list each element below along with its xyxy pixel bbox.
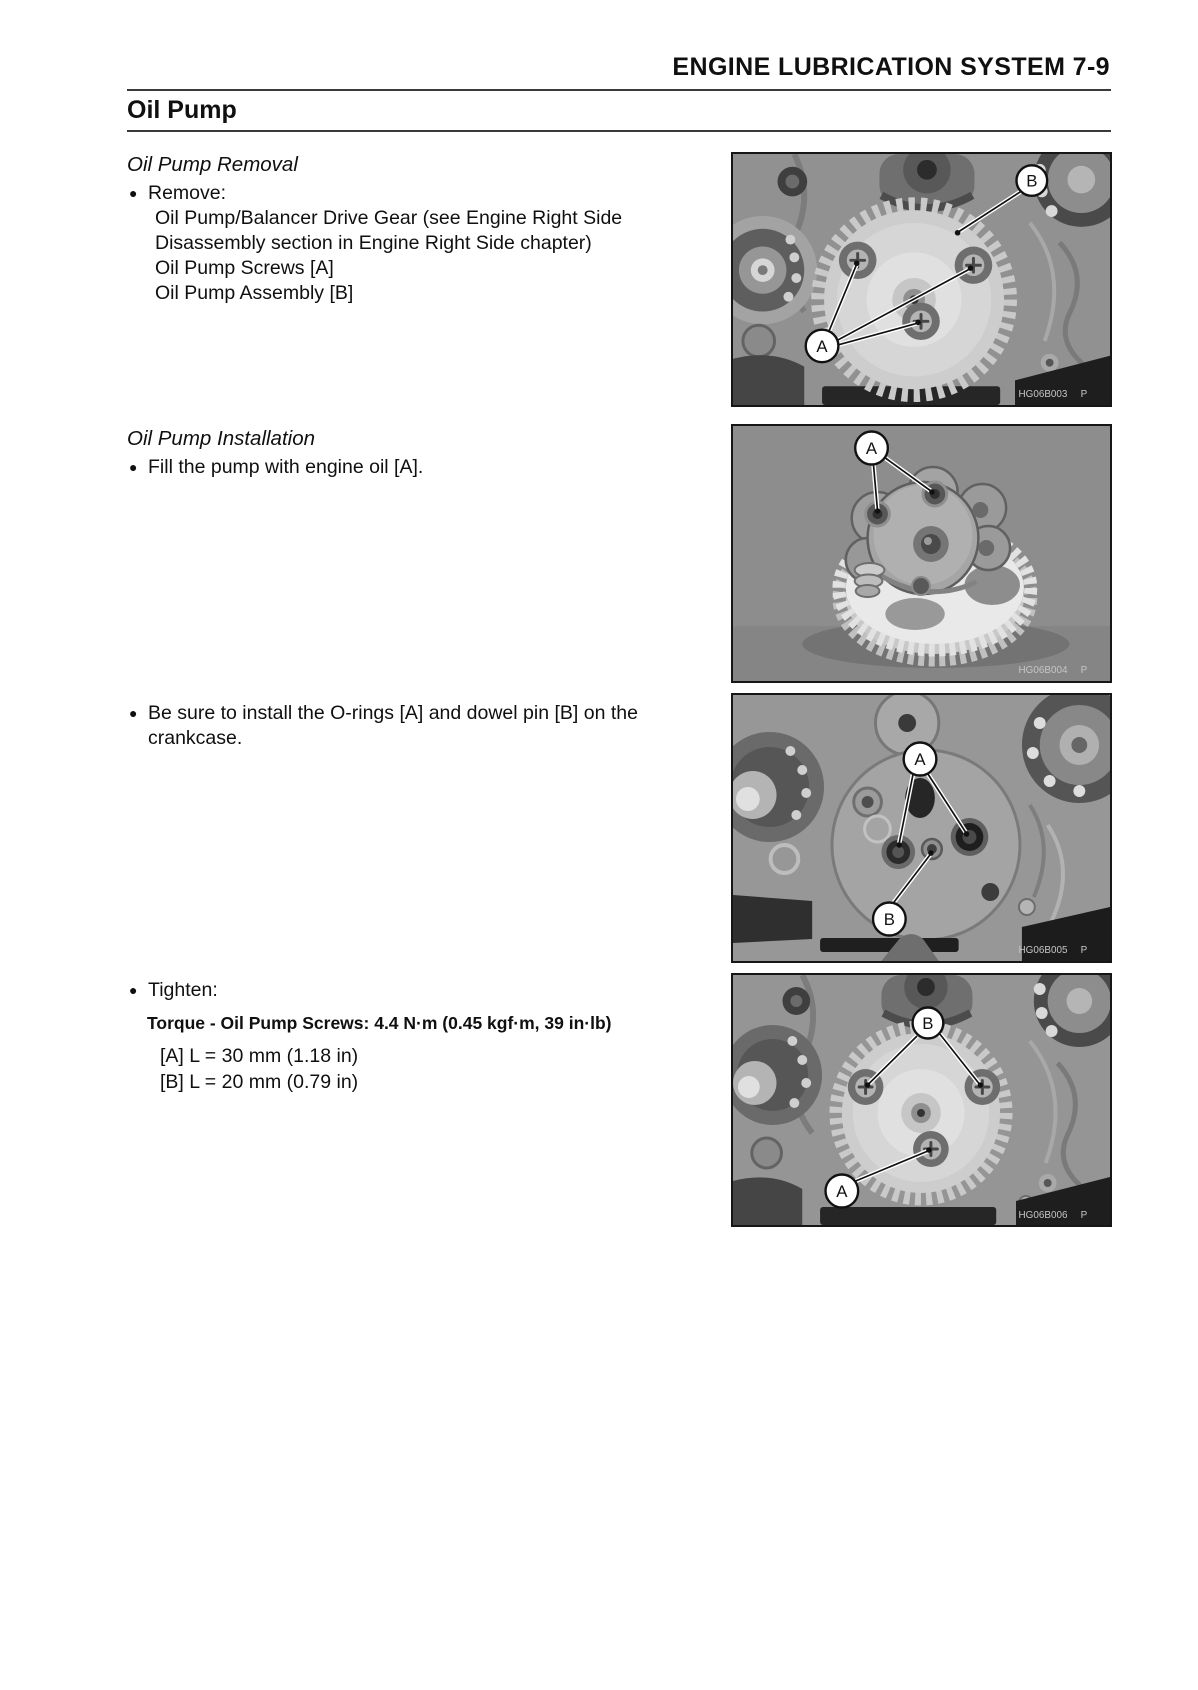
fill-instruction: Fill the pump with engine oil [A]. <box>148 456 424 478</box>
figure-tighten-screws-photo <box>731 973 1112 1227</box>
crankcase-orings-photo-illustration <box>733 695 1110 961</box>
orings-instruction <box>148 701 638 751</box>
section-title: Oil Pump <box>127 96 237 124</box>
remove-item-list <box>155 206 622 306</box>
callout-b-letter: B <box>922 1013 934 1034</box>
callout-a <box>826 1175 859 1208</box>
remove-item-line: Oil Pump/Balancer Drive Gear (see Engine Right Side <box>155 207 623 229</box>
washer-stack <box>855 563 885 597</box>
orings-line: Be sure to install the O-rings [A] and dowel pin [B] on the <box>148 702 638 724</box>
callout-a <box>855 432 888 465</box>
callout-b <box>913 1008 944 1039</box>
torque-spec: Torque - Oil Pump Screws: 4.4 N·m (0.45 kgf·m, 39 in·lb) <box>147 1013 612 1033</box>
figure-orings-dowel-photo <box>731 693 1112 963</box>
callout-a <box>806 330 839 362</box>
callout-b-letter: B <box>883 909 895 930</box>
crankcase-gear-tighten-illustration <box>733 975 1110 1225</box>
remove-item-line: Oil Pump Assembly [B] <box>155 282 354 304</box>
installation-heading: Oil Pump Installation <box>127 427 316 450</box>
figure-oil-pump-assembly-photo <box>731 424 1112 683</box>
callout-a <box>904 743 937 776</box>
remove-item-line: Disassembly section in Engine Right Side chapter) <box>155 232 592 254</box>
orings-bullet-row <box>129 701 709 751</box>
figure-code: HG06B004 <box>1018 664 1068 677</box>
screw-length-b: [B] L = 20 mm (0.79 in) <box>160 1071 359 1093</box>
figure-code: HG06B005 <box>1018 944 1068 957</box>
bullet-icon: ● <box>129 185 138 201</box>
figure-oil-pump-removal-photo <box>731 152 1112 407</box>
callout-a-letter: A <box>816 336 828 356</box>
callout-a-letter: A <box>865 438 878 459</box>
header-rule <box>127 89 1111 91</box>
pump-assembly-photo-illustration <box>733 426 1110 681</box>
bullet-icon: ● <box>129 982 138 998</box>
bullet-icon: ● <box>129 459 138 475</box>
tighten-label: Tighten: <box>148 979 218 1001</box>
callout-a-letter: A <box>836 1181 848 1202</box>
orings-line: crankcase. <box>148 727 243 749</box>
callout-b <box>1016 165 1047 196</box>
section-rule <box>127 130 1111 132</box>
remove-bullet-row <box>129 181 689 206</box>
figure-code-suffix: P <box>1080 664 1088 677</box>
remove-label: Remove: <box>148 182 227 204</box>
figure-code-suffix: P <box>1080 1209 1088 1222</box>
remove-item-line: Oil Pump Screws [A] <box>155 257 334 279</box>
screw-length-a: [A] L = 30 mm (1.18 in) <box>160 1045 359 1067</box>
figure-code: HG06B003 <box>1018 389 1068 401</box>
figure-code-suffix: P <box>1080 944 1088 957</box>
page-header-title: ENGINE LUBRICATION SYSTEM 7-9 <box>672 53 1110 81</box>
callout-b <box>873 903 906 936</box>
screw-lengths <box>160 1043 358 1095</box>
fill-bullet-row <box>129 455 689 480</box>
figure-code: HG06B006 <box>1018 1209 1068 1222</box>
removal-heading: Oil Pump Removal <box>127 153 298 176</box>
tighten-bullet-row <box>129 978 689 1003</box>
crankcase-gear-photo-illustration <box>733 154 1110 405</box>
figure-code-suffix: P <box>1080 389 1088 401</box>
callout-b-letter: B <box>1026 171 1038 191</box>
bullet-icon: ● <box>129 705 138 721</box>
callout-a-letter: A <box>914 749 926 770</box>
